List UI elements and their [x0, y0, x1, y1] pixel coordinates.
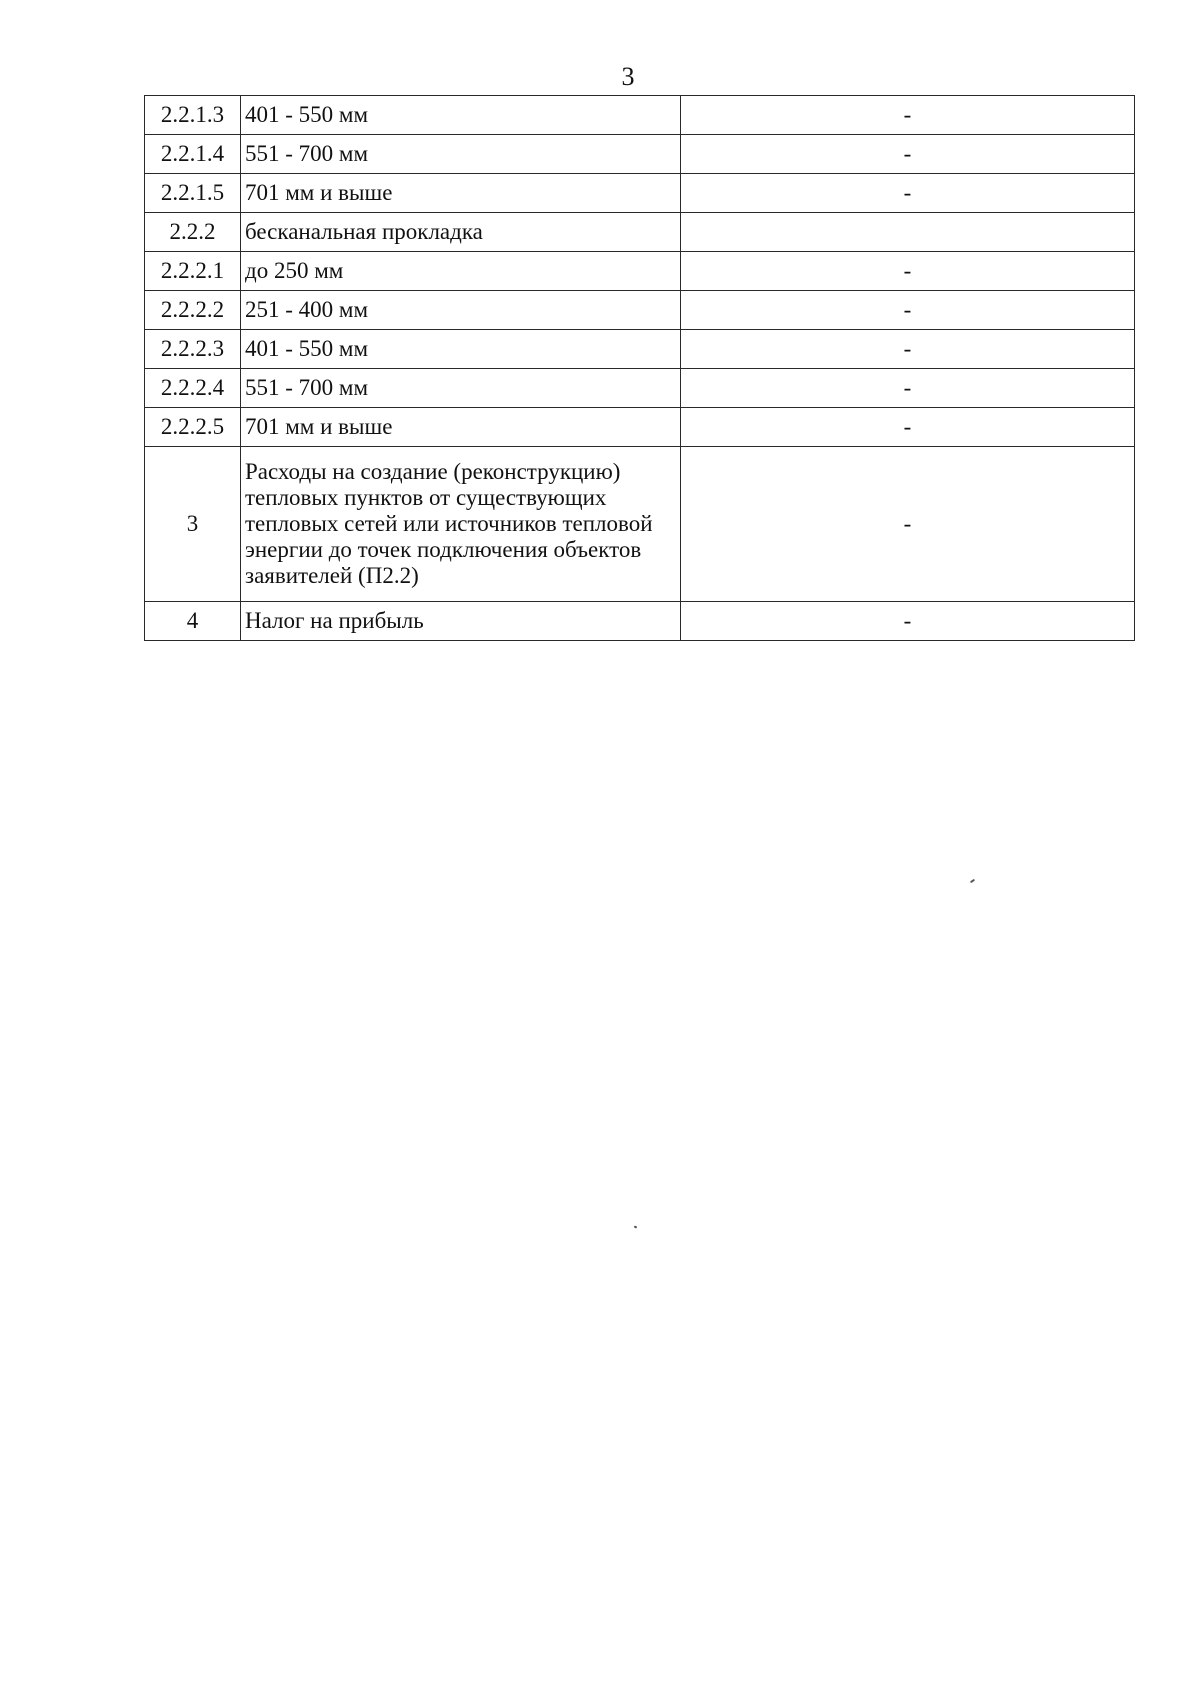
row-value: -: [681, 135, 1135, 174]
row-name: 401 - 550 мм: [241, 96, 681, 135]
row-number: 2.2.1.4: [145, 135, 241, 174]
table-row: [145, 252, 1135, 291]
table-row: [145, 135, 1135, 174]
row-name: до 250 мм: [241, 252, 681, 291]
row-number: 2.2.2.4: [145, 369, 241, 408]
scan-speck: [634, 1225, 638, 1228]
table-row: [145, 447, 1135, 602]
row-number: 2.2.1.5: [145, 174, 241, 213]
table-row: [145, 602, 1135, 641]
row-value: -: [681, 602, 1135, 641]
row-value: -: [681, 447, 1135, 602]
table-row: [145, 369, 1135, 408]
row-value: -: [681, 291, 1135, 330]
row-name: Налог на прибыль: [241, 602, 681, 641]
row-number: 2.2.2: [145, 213, 241, 252]
scan-speck: [970, 879, 975, 884]
table-row: [145, 291, 1135, 330]
row-number: 2.2.2.5: [145, 408, 241, 447]
row-number: 2.2.2.1: [145, 252, 241, 291]
row-name: 401 - 550 мм: [241, 330, 681, 369]
table-row: [145, 174, 1135, 213]
cost-table: [144, 95, 1135, 641]
row-value: -: [681, 408, 1135, 447]
table-row: [145, 330, 1135, 369]
row-number: 2.2.2.3: [145, 330, 241, 369]
table-row: [145, 408, 1135, 447]
row-number: 2.2.1.3: [145, 96, 241, 135]
row-value: -: [681, 96, 1135, 135]
row-name: бесканальная прокладка: [241, 213, 681, 252]
row-value: -: [681, 174, 1135, 213]
row-number: 3: [145, 447, 241, 602]
table-row: [145, 96, 1135, 135]
row-value: -: [681, 369, 1135, 408]
row-name: 251 - 400 мм: [241, 291, 681, 330]
row-value: [681, 213, 1135, 252]
table-row: [145, 213, 1135, 252]
row-name: 701 мм и выше: [241, 174, 681, 213]
page-number: 3: [621, 62, 635, 91]
row-name: Расходы на создание (реконструкцию) тепловых пунктов от существующих тепловых сетей или источников тепловой энергии до точек подключения объектов заявителей (П2.2): [241, 447, 681, 602]
row-name: 551 - 700 мм: [241, 369, 681, 408]
row-name: 551 - 700 мм: [241, 135, 681, 174]
row-number: 2.2.2.2: [145, 291, 241, 330]
row-name: 701 мм и выше: [241, 408, 681, 447]
row-value: -: [681, 330, 1135, 369]
row-number: 4: [145, 602, 241, 641]
row-value: -: [681, 252, 1135, 291]
